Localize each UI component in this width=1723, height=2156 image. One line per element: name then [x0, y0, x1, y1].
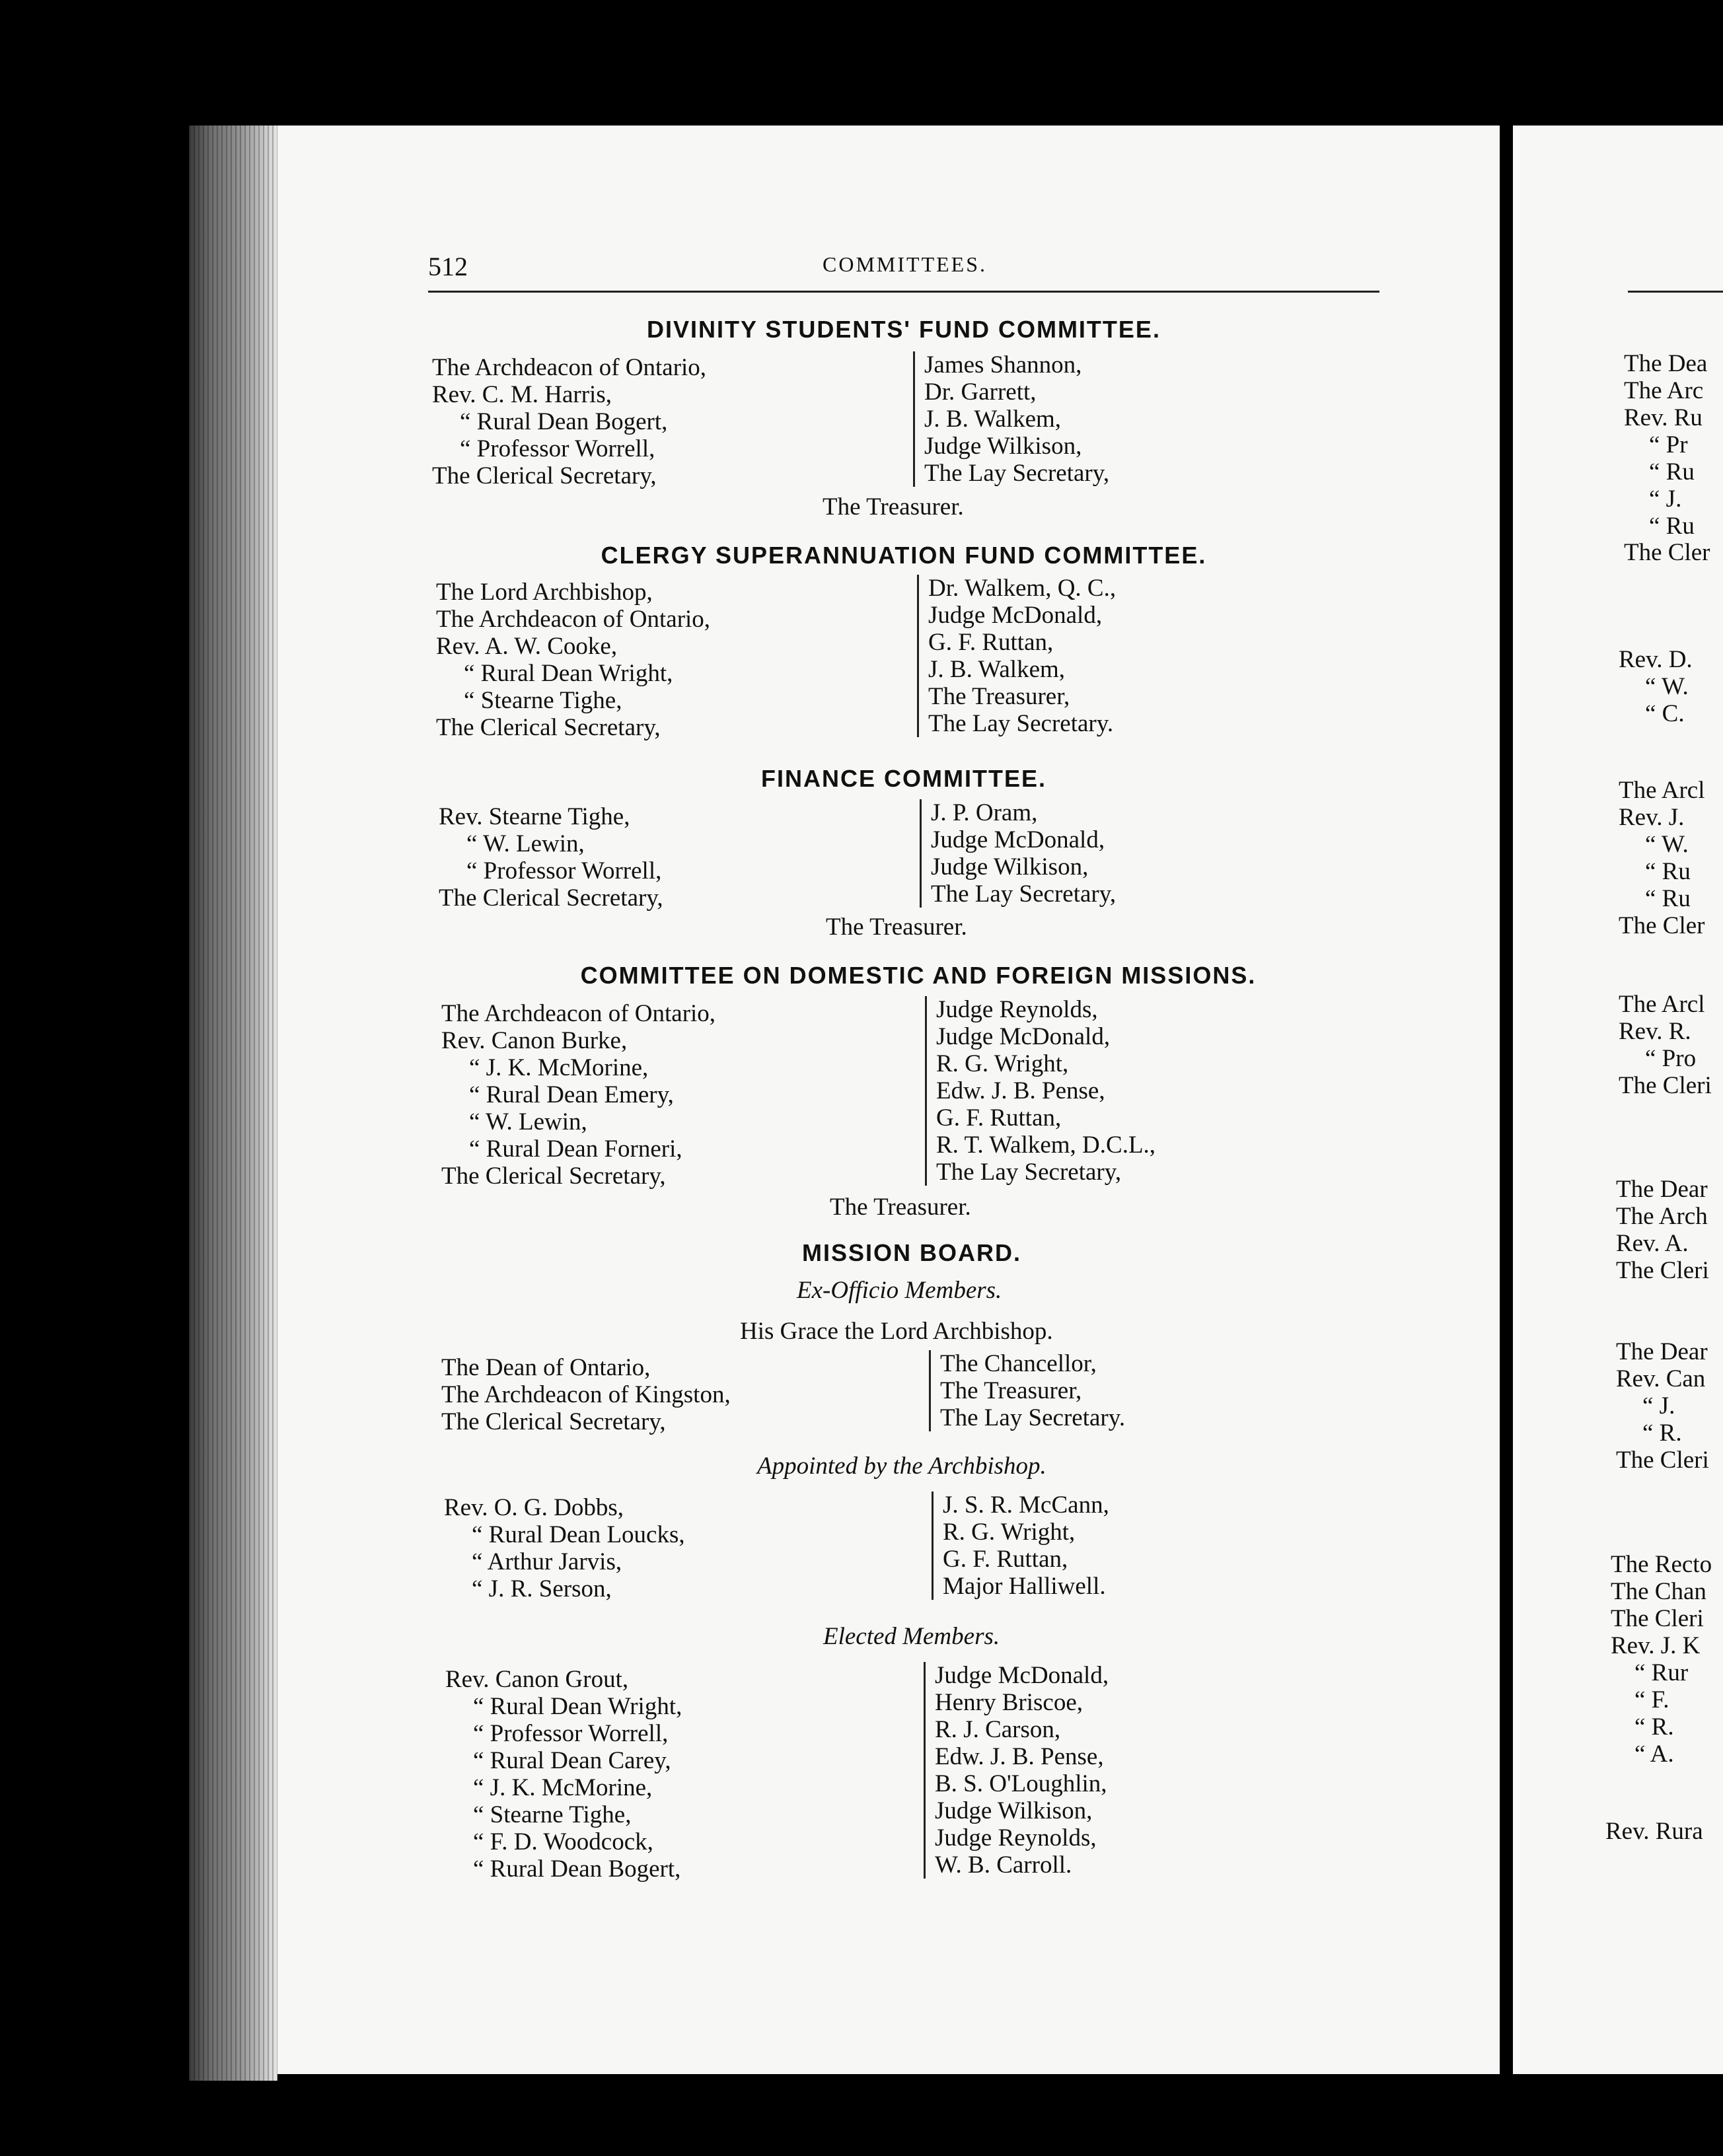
list-item: Judge Wilkison,	[935, 1797, 1093, 1824]
list-item: “ Rural Dean Loucks,	[472, 1521, 685, 1548]
list-item: The Treasurer,	[940, 1377, 1082, 1404]
list-item: J. S. R. McCann,	[943, 1491, 1109, 1519]
fragment: “ Rur	[1634, 1659, 1689, 1686]
list-item: The Clerical Secretary,	[432, 462, 657, 489]
divinity-right-list	[913, 351, 1294, 487]
ex-officio-left-list	[441, 1354, 904, 1435]
fragment: “ W.	[1645, 673, 1689, 700]
list-item: W. B. Carroll.	[935, 1851, 1072, 1879]
ex-officio-right-list	[929, 1350, 1310, 1431]
list-item: G. F. Ruttan,	[928, 629, 1054, 656]
list-item: Dr. Garrett,	[924, 378, 1037, 406]
fragment: Rev. D.	[1619, 646, 1693, 673]
elected-heading: Elected Members.	[823, 1623, 1000, 1650]
list-item: R. J. Carson,	[935, 1716, 1061, 1743]
appointed-right-list	[932, 1491, 1313, 1600]
fragment: The Dea	[1624, 350, 1708, 377]
list-item: “ Professor Worrell,	[460, 435, 655, 462]
fragment: Rev. Can	[1616, 1365, 1706, 1392]
list-item: R. T. Walkem, D.C.L.,	[936, 1132, 1156, 1159]
list-item: G. F. Ruttan,	[936, 1104, 1062, 1132]
fragment: The Cleri	[1616, 1447, 1709, 1474]
list-item: J. B. Walkem,	[928, 656, 1066, 683]
fragment: The Cleri	[1616, 1257, 1709, 1284]
list-item: James Shannon,	[924, 351, 1082, 378]
list-item: Edw. J. B. Pense,	[935, 1743, 1104, 1770]
clergy-right-list	[917, 575, 1298, 737]
fragment: “ W.	[1645, 831, 1689, 858]
fragment: The Arch	[1616, 1203, 1708, 1230]
list-item: The Clerical Secretary,	[441, 1408, 666, 1435]
list-item: Judge McDonald,	[936, 1023, 1111, 1050]
list-item: Rev. A. W. Cooke,	[436, 633, 618, 660]
list-item: The Archdeacon of Ontario,	[432, 354, 707, 381]
fragment: Rev. A.	[1616, 1230, 1689, 1257]
missions-right-list	[925, 996, 1306, 1186]
list-item: The Archdeacon of Kingston,	[441, 1381, 731, 1408]
list-item: The Clerical Secretary,	[439, 884, 663, 912]
fragment: The Dear	[1616, 1338, 1708, 1365]
fragment: “ Ru	[1649, 513, 1695, 540]
list-item: The Clerical Secretary,	[441, 1163, 666, 1190]
list-item: R. G. Wright,	[943, 1519, 1076, 1546]
fragment: “ A.	[1634, 1741, 1674, 1768]
clergy-left-list	[436, 579, 898, 741]
fragment: The Chan	[1611, 1578, 1706, 1605]
page-number: 512	[428, 252, 468, 281]
fragment: The Arc	[1624, 377, 1704, 404]
fragment: “ R.	[1642, 1419, 1682, 1447]
list-item: Rev. Stearne Tighe,	[439, 803, 630, 830]
missions-footer: The Treasurer.	[830, 1194, 971, 1221]
list-item: The Lay Secretary,	[931, 880, 1117, 908]
fragment: The Cleri	[1619, 1072, 1712, 1099]
list-item: Henry Briscoe,	[935, 1689, 1083, 1716]
section-title-mission-board: MISSION BOARD.	[802, 1239, 1022, 1266]
list-item: Judge McDonald,	[928, 602, 1103, 629]
list-item: “ W. Lewin,	[469, 1108, 587, 1135]
list-item: The Lay Secretary.	[940, 1404, 1126, 1431]
list-item: “ Rural Dean Carey,	[473, 1747, 671, 1774]
list-item: “ Stearne Tighe,	[464, 687, 622, 714]
section-title-missions: COMMITTEE ON DOMESTIC AND FOREIGN MISSIONS.	[580, 962, 1257, 989]
list-item: “ J. K. McMorine,	[473, 1774, 653, 1801]
fragment: “ Ru	[1645, 858, 1691, 885]
list-item: The Lay Secretary,	[924, 460, 1110, 487]
list-item: “ Professor Worrell,	[473, 1720, 669, 1747]
list-item: “ Rural Dean Bogert,	[460, 408, 668, 435]
header-rule	[428, 291, 1379, 293]
right-page-header-rule	[1628, 291, 1723, 293]
elected-right-list	[924, 1662, 1305, 1879]
ex-officio-heading: Ex-Officio Members.	[797, 1277, 1002, 1304]
finance-right-list	[920, 799, 1301, 908]
list-item: The Clerical Secretary,	[436, 714, 661, 741]
fragment: Rev. Ru	[1624, 404, 1703, 431]
list-item: Judge McDonald,	[935, 1662, 1109, 1689]
archbishop-line: His Grace the Lord Archbishop.	[740, 1318, 1053, 1345]
list-item: Judge Wilkison,	[924, 433, 1082, 460]
fragment: “ C.	[1645, 700, 1685, 727]
list-item: “ Rural Dean Forneri,	[469, 1135, 682, 1163]
list-item: The Lord Archbishop,	[436, 579, 653, 606]
list-item: Major Halliwell.	[943, 1573, 1106, 1600]
fragment: “ J.	[1642, 1392, 1675, 1419]
fragment: “ R.	[1634, 1713, 1674, 1741]
list-item: “ F. D. Woodcock,	[473, 1828, 653, 1855]
list-item: “ Rural Dean Wright,	[473, 1693, 682, 1720]
fragment: The Dear	[1616, 1176, 1708, 1203]
list-item: The Archdeacon of Ontario,	[441, 1000, 716, 1027]
list-item: “ W. Lewin,	[466, 830, 585, 857]
section-title-divinity: DIVINITY STUDENTS' FUND COMMITTEE.	[647, 316, 1161, 343]
fragment: The Recto	[1611, 1551, 1712, 1578]
section-title-clergy: CLERGY SUPERANNUATION FUND COMMITTEE.	[601, 542, 1207, 569]
list-item: J. P. Oram,	[931, 799, 1038, 826]
missions-left-list	[441, 1000, 904, 1190]
list-item: Judge Reynolds,	[936, 996, 1098, 1023]
list-item: The Dean of Ontario,	[441, 1354, 651, 1381]
list-item: Edw. J. B. Pense,	[936, 1077, 1105, 1104]
list-item: “ Rural Dean Wright,	[464, 660, 673, 687]
fragment: Rev. Rura	[1605, 1818, 1703, 1845]
list-item: “ J. R. Serson,	[472, 1575, 612, 1602]
list-item: “ Arthur Jarvis,	[472, 1548, 622, 1575]
fragment: “ Ru	[1649, 458, 1695, 485]
fragment: The Arcl	[1619, 991, 1705, 1018]
list-item: Judge Reynolds,	[935, 1824, 1097, 1851]
fragment: Rev. R.	[1619, 1018, 1691, 1045]
divinity-footer: The Treasurer.	[823, 493, 964, 521]
list-item: Judge McDonald,	[931, 826, 1105, 853]
fragment: The Cler	[1624, 539, 1710, 566]
book-page-edges	[189, 126, 277, 2081]
list-item: The Lay Secretary.	[928, 710, 1114, 737]
list-item: Rev. Canon Grout,	[445, 1666, 629, 1693]
list-item: Judge Wilkison,	[931, 853, 1089, 880]
list-item: Rev. C. M. Harris,	[432, 381, 612, 408]
list-item: G. F. Ruttan,	[943, 1546, 1068, 1573]
appointed-heading: Appointed by the Archbishop.	[757, 1453, 1046, 1480]
list-item: The Archdeacon of Ontario,	[436, 606, 711, 633]
appointed-left-list	[444, 1494, 906, 1602]
fragment: “ Ru	[1645, 885, 1691, 912]
fragment: “ F.	[1634, 1686, 1669, 1713]
list-item: The Treasurer,	[928, 683, 1070, 710]
fragment: Rev. J. K	[1611, 1632, 1701, 1659]
elected-left-list	[445, 1666, 908, 1883]
list-item: B. S. O'Loughlin,	[935, 1770, 1107, 1797]
fragment: “ Pr	[1649, 431, 1688, 458]
list-item: “ J. K. McMorine,	[469, 1054, 649, 1081]
list-item: The Lay Secretary,	[936, 1159, 1122, 1186]
list-item: R. G. Wright,	[936, 1050, 1069, 1077]
list-item: J. B. Walkem,	[924, 406, 1062, 433]
list-item: Dr. Walkem, Q. C.,	[928, 575, 1117, 602]
running-title: COMMITTEES.	[823, 252, 987, 276]
finance-footer: The Treasurer.	[826, 914, 967, 941]
fragment: “ J.	[1649, 485, 1682, 513]
divinity-left-list	[432, 354, 895, 489]
list-item: “ Stearne Tighe,	[473, 1801, 632, 1828]
fragment: The Arcl	[1619, 777, 1705, 804]
fragment: The Cler	[1619, 912, 1705, 939]
section-title-finance: FINANCE COMMITTEE.	[761, 765, 1046, 792]
list-item: “ Rural Dean Emery,	[469, 1081, 674, 1108]
list-item: Rev. Canon Burke,	[441, 1027, 628, 1054]
finance-left-list	[439, 803, 901, 912]
list-item: Rev. O. G. Dobbs,	[444, 1494, 624, 1521]
list-item: “ Professor Worrell,	[466, 857, 662, 884]
fragment: “ Pro	[1645, 1045, 1697, 1072]
list-item: “ Rural Dean Bogert,	[473, 1855, 681, 1883]
list-item: The Chancellor,	[940, 1350, 1097, 1377]
fragment: Rev. J.	[1619, 804, 1685, 831]
fragment: The Cleri	[1611, 1605, 1704, 1632]
